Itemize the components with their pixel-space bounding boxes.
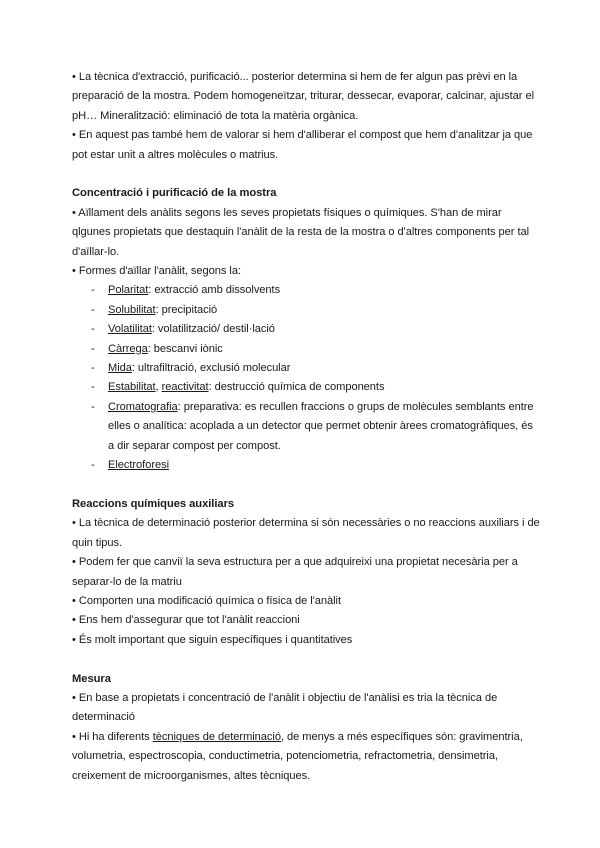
list-item: - Polaritat: extracció amb dissolvents — [91, 284, 281, 297]
intro-paragraph: • La tècnica d'extracció, purificació... posterior determina si hem de fer algun pas prèvi en la preparació de la mostra. Podem homogeneïtzar, triturar, dessecar, evaporar, calcinar, ajustar el pH… Mineralització: eliminació de tota la matèria orgànica. — [72, 71, 534, 122]
list-item: - Volatilitat: volatilització/ destil·lació — [91, 323, 275, 336]
list-item: - Solubilitat: precipitació — [91, 303, 218, 316]
section-heading-concentracio: Concentració i purificació de la mostra — [72, 187, 277, 200]
list-item: - Mida: ultrafiltració, exclusió molecular — [91, 362, 291, 375]
section-heading-reaccions: Reaccions químiques auxiliars — [72, 497, 235, 510]
section-paragraph: • La tècnica de determinació posterior determina si són necessàries o no reaccions auxiliars i de quin tipus. — [72, 517, 540, 549]
section-paragraph: • Formes d'aïllar l'anàlit, segons la: — [72, 265, 242, 278]
document-body — [72, 68, 542, 786]
isolation-methods-list — [72, 281, 542, 475]
section-paragraph: • En base a propietats i concentració de l'anàlit i objectiu de l'anàlisi es tria la tècnica de determinació — [72, 691, 498, 724]
section-paragraph: • Aïllament dels anàlits segons les seves propietats físiques o químiques. S'han de mirar qlgunes propietats que destaquin l'anàlit de la resta de la mostra o d'altres components per tal d'aïllar-lo. — [72, 206, 530, 258]
section-paragraph: • Hi ha diferents tècniques de determinació, de menys a més específiques són: gravimentria, volumetria, espectroscopia, conductimetria, potenciometria, refractometria, densimetria, creixement de microorganismes, altes tècniques. — [72, 730, 523, 782]
section-paragraph: • Ens hem d'assegurar que tot l'anàlit reaccioni — [72, 614, 300, 627]
section-paragraph: • Comporten una modificació química o física de l'anàlit — [72, 594, 341, 607]
section-heading-mesura: Mesura — [72, 672, 111, 685]
intro-paragraph: • En aquest pas també hem de valorar si hem d'alliberar el compost que hem d'analitzar ja que pot estar unit a altres molècules o matrius. — [72, 129, 533, 161]
section-paragraph: • Podem fer que canviï la seva estructura per a que adquireixi una propietat necesària per a separar-lo de la matriu — [72, 556, 518, 588]
list-item: - Estabilitat, reactivitat: destrucció química de components — [91, 381, 385, 394]
list-item: - Cromatografia: preparativa: es recullen fraccions o grups de molècules semblants entre elles o analítica: acoplada a un detector que permet obtenir àrees cromatogràfiques, és a dir separar compost per compost. — [91, 400, 534, 452]
list-item: - Càrrega: bescanvi iònic — [91, 342, 223, 355]
section-paragraph: • És molt important que siguin específiques i quantitatives — [72, 633, 353, 646]
list-item: - Electroforesi — [91, 459, 170, 472]
